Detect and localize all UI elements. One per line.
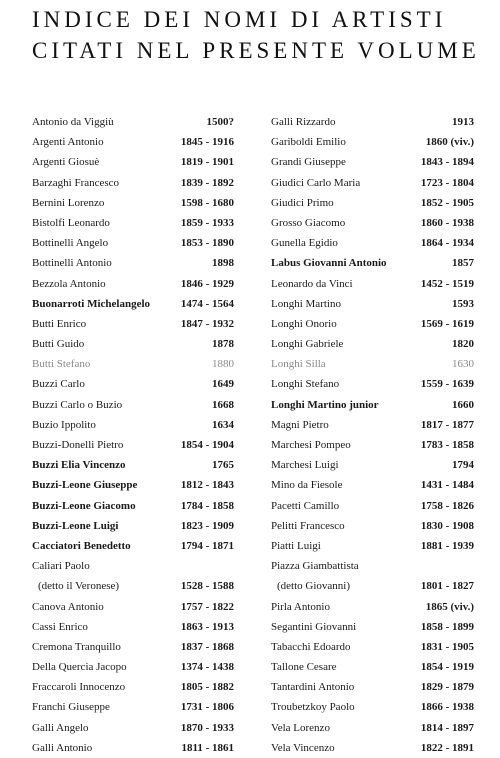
artist-name: Mino da Fiesole	[271, 479, 343, 492]
artist-dates: 1830 - 1908	[420, 519, 474, 532]
artist-name: Pirla Antonio	[271, 600, 330, 613]
artist-name: Bottinelli Angelo	[32, 237, 109, 250]
index-entry	[271, 193, 474, 213]
artist-name: Buzzi Carlo o Buzio	[32, 398, 123, 411]
title-line-1: INDICE DEI NOMI DI ARTISTI	[32, 7, 447, 32]
artist-name: Buonarroti Michelangelo	[32, 297, 151, 310]
index-entry	[32, 496, 234, 516]
artist-dates: 1854 - 1904	[180, 439, 234, 451]
index-entry	[32, 395, 234, 415]
artist-name: Longhi Onorio	[271, 317, 337, 330]
artist-dates: 1864 - 1934	[420, 237, 474, 250]
index-entry	[32, 597, 234, 617]
index-entry	[271, 455, 474, 475]
index-entry	[32, 677, 234, 697]
artist-name: Galli Angelo	[32, 721, 89, 734]
artist-name: Cremona Tranquillo	[32, 640, 121, 653]
index-entry	[271, 475, 474, 495]
index-entry	[32, 132, 234, 152]
index-entry	[32, 112, 234, 132]
artist-dates: 1500?	[206, 116, 234, 128]
artist-name: Butti Enrico	[32, 317, 87, 330]
index-entry	[271, 637, 474, 657]
artist-dates: 1649	[212, 378, 234, 391]
index-entry	[32, 314, 234, 334]
artist-name: Cassi Enrico	[32, 620, 88, 633]
index-entry	[271, 697, 474, 717]
artist-dates: 1668	[212, 398, 234, 411]
artist-name: Giudici Primo	[271, 196, 334, 209]
index-entry	[271, 738, 474, 758]
artist-name: Della Quercia Jacopo	[32, 661, 127, 674]
artist-dates: 1431 - 1484	[420, 479, 474, 492]
index-entry	[271, 496, 474, 516]
index-entry	[32, 455, 234, 475]
artist-dates: 1822 - 1891	[420, 741, 474, 754]
index-entry	[271, 213, 474, 233]
artist-dates: 1857	[452, 257, 474, 270]
artist-dates: 1881 - 1939	[420, 539, 474, 552]
index-entry	[32, 213, 234, 233]
index-entry	[271, 576, 474, 596]
index-entry	[32, 617, 234, 637]
artist-dates: 1817 - 1877	[420, 418, 474, 431]
artist-name: Cacciatori Benedetto	[32, 539, 131, 552]
artist-dates: 1593	[452, 297, 474, 310]
artist-dates: 1839 - 1892	[180, 176, 234, 189]
artist-name: Bernini Lorenzo	[32, 196, 105, 209]
artist-name: Caliari Paolo	[32, 560, 90, 573]
index-entry	[271, 536, 474, 556]
artist-name: Buzzi-Donelli Pietro	[32, 439, 124, 451]
artist-dates: 1794	[452, 459, 474, 472]
artist-dates: 1765	[212, 459, 234, 472]
index-entry	[32, 475, 234, 495]
index-entry	[32, 233, 234, 253]
artist-dates: 1805 - 1882	[180, 681, 234, 694]
artist-name: Leonardo da Vinci	[271, 277, 353, 290]
artist-name: Vela Vincenzo	[271, 741, 335, 754]
artist-name: Buzzi-Leone Giuseppe	[32, 479, 138, 492]
index-entry	[32, 697, 234, 717]
index-entry	[32, 294, 234, 314]
artist-name: Galli Rizzardo	[271, 116, 336, 128]
artist-name: Butti Stefano	[32, 358, 91, 371]
index-entry	[271, 617, 474, 637]
artist-dates: 1731 - 1806	[180, 701, 234, 714]
artist-name: (detto il Veronese)	[38, 580, 120, 593]
artist-dates: 1757 - 1822	[180, 600, 234, 613]
artist-name: Bezzola Antonio	[32, 277, 106, 290]
artist-name: Pacetti Camillo	[271, 499, 340, 512]
index-entry	[32, 374, 234, 394]
artist-name: Piazza Giambattista	[271, 560, 359, 573]
artist-dates: 1630	[452, 358, 474, 371]
index-entry	[271, 314, 474, 334]
index-entry	[271, 253, 474, 273]
artist-dates: 1820	[452, 338, 474, 351]
artist-dates: 1829 - 1879	[420, 681, 474, 694]
artist-name: Buzzi Carlo	[32, 378, 85, 391]
index-entry	[271, 173, 474, 193]
index-entry	[271, 597, 474, 617]
index-entry	[32, 253, 234, 273]
artist-dates: 1783 - 1858	[420, 439, 474, 451]
artist-dates: 1837 - 1868	[180, 640, 234, 653]
artist-name: Argenti Giosuè	[32, 156, 100, 169]
artist-name: Buzio Ippolito	[32, 418, 96, 431]
artist-name: Marchesi Luigi	[271, 459, 339, 472]
artist-dates: 1758 - 1826	[420, 499, 474, 512]
artist-dates: 1870 - 1933	[180, 721, 234, 734]
artist-name: Antonio da Viggiù	[32, 116, 114, 128]
artist-name: Tallone Cesare	[271, 661, 337, 674]
left-index-column	[32, 112, 234, 758]
index-entry	[271, 677, 474, 697]
artist-name: Canova Antonio	[32, 600, 104, 613]
artist-dates: 1801 - 1827	[420, 580, 474, 593]
artist-name: (detto Giovanni)	[277, 580, 351, 593]
artist-dates: 1858 - 1899	[420, 620, 474, 633]
artist-name: Tabacchi Edoardo	[271, 640, 351, 653]
artist-dates: 1854 - 1919	[420, 661, 474, 674]
artist-dates: 1843 - 1894	[420, 156, 474, 169]
index-entry	[32, 274, 234, 294]
artist-name: Buzzi-Leone Luigi	[32, 519, 119, 532]
artist-name: Fraccaroli Innocenzo	[32, 681, 126, 694]
index-entry	[32, 152, 234, 172]
index-entry	[32, 435, 234, 455]
artist-dates: 1528 - 1588	[180, 580, 234, 593]
artist-name: Barzaghi Francesco	[32, 176, 120, 189]
artist-name: Buzzi Elia Vincenzo	[32, 459, 126, 472]
artist-dates: 1831 - 1905	[420, 640, 474, 653]
index-entry	[271, 233, 474, 253]
index-entry	[271, 374, 474, 394]
index-entry	[32, 576, 234, 596]
index-entry	[32, 193, 234, 213]
artist-dates: 1865 (viv.)	[425, 600, 474, 613]
artist-dates: 1878	[212, 338, 234, 351]
artist-name: Gunella Egidio	[271, 237, 338, 250]
index-entry	[32, 637, 234, 657]
artist-name: Butti Guido	[32, 338, 85, 351]
index-entry	[32, 556, 234, 576]
artist-dates: 1452 - 1519	[420, 277, 474, 290]
artist-name: Tantardini Antonio	[271, 681, 355, 694]
artist-dates: 1559 - 1639	[420, 378, 474, 391]
index-entry	[32, 415, 234, 435]
artist-name: Gariboldi Emilio	[271, 136, 346, 149]
artist-name: Argenti Antonio	[32, 136, 104, 149]
artist-name: Giudici Carlo Maria	[271, 176, 361, 189]
artist-dates: 1845 - 1916	[180, 136, 234, 149]
page-title	[32, 4, 482, 66]
index-entry	[271, 334, 474, 354]
right-index-column	[271, 112, 474, 758]
index-entry	[271, 354, 474, 374]
artist-dates: 1860 (viv.)	[425, 136, 474, 149]
index-entry	[271, 112, 474, 132]
index-entry	[32, 536, 234, 556]
artist-dates: 1598 - 1680	[180, 196, 234, 209]
index-entry	[32, 657, 234, 677]
index-entry	[271, 435, 474, 455]
artist-dates: 1474 - 1564	[180, 297, 234, 310]
artist-dates: 1794 - 1871	[180, 539, 234, 552]
artist-dates: 1853 - 1890	[180, 237, 234, 250]
index-entry	[271, 415, 474, 435]
artist-name: Longhi Martino junior	[271, 398, 379, 411]
artist-name: Marchesi Pompeo	[271, 439, 351, 451]
artist-dates: 1852 - 1905	[420, 196, 474, 209]
artist-name: Grandi Giuseppe	[271, 156, 346, 169]
index-entry	[271, 516, 474, 536]
artist-dates: 1812 - 1843	[180, 479, 234, 492]
index-entry	[32, 173, 234, 193]
index-entry	[271, 395, 474, 415]
artist-dates: 1811 - 1861	[181, 741, 234, 754]
index-entry	[32, 738, 234, 758]
index-entry	[271, 294, 474, 314]
artist-name: Troubetzkoy Paolo	[271, 701, 355, 714]
index-entry	[271, 556, 474, 576]
artist-dates: 1846 - 1929	[180, 277, 234, 290]
index-entry	[271, 152, 474, 172]
artist-name: Longhi Silla	[271, 358, 326, 371]
artist-name: Bottinelli Antonio	[32, 257, 112, 270]
artist-name: Grosso Giacomo	[271, 216, 346, 229]
artist-dates: 1860 - 1938	[420, 216, 474, 229]
artist-dates: 1634	[212, 418, 234, 431]
artist-dates: 1823 - 1909	[180, 519, 234, 532]
artist-name: Galli Antonio	[32, 741, 93, 754]
artist-dates: 1660	[452, 398, 474, 411]
index-entry	[32, 354, 234, 374]
index-entry	[32, 718, 234, 738]
artist-name: Vela Lorenzo	[271, 721, 330, 734]
index-entry	[271, 132, 474, 152]
artist-name: Labus Giovanni Antonio	[271, 257, 387, 270]
index-entry	[32, 334, 234, 354]
artist-name: Buzzi-Leone Giacomo	[32, 499, 136, 512]
artist-name: Longhi Stefano	[271, 378, 340, 391]
index-entry	[32, 516, 234, 536]
artist-name: Longhi Martino	[271, 297, 341, 310]
artist-name: Longhi Gabriele	[271, 338, 344, 351]
artist-dates: 1819 - 1901	[180, 156, 234, 169]
index-entry	[271, 718, 474, 738]
artist-name: Piatti Luigi	[271, 539, 321, 552]
title-line-2: CITATI NEL PRESENTE VOLUME	[32, 38, 480, 63]
artist-dates: 1913	[452, 116, 474, 128]
artist-dates: 1898	[212, 257, 234, 270]
artist-name: Bistolfi Leonardo	[32, 216, 110, 229]
artist-name: Franchi Giuseppe	[32, 701, 110, 714]
index-entry	[271, 657, 474, 677]
artist-dates: 1814 - 1897	[420, 721, 474, 734]
artist-name: Magni Pietro	[271, 418, 329, 431]
artist-dates: 1859 - 1933	[180, 216, 234, 229]
artist-name: Segantini Giovanni	[271, 620, 357, 633]
artist-dates: 1784 - 1858	[180, 499, 234, 512]
artist-dates: 1723 - 1804	[420, 176, 474, 189]
artist-dates: 1866 - 1938	[420, 701, 474, 714]
artist-dates: 1569 - 1619	[420, 317, 474, 330]
artist-dates: 1863 - 1913	[180, 620, 234, 633]
artist-name: Pelitti Francesco	[271, 519, 345, 532]
artist-dates: 1847 - 1932	[180, 317, 234, 330]
artist-dates: 1880	[212, 358, 234, 371]
artist-dates: 1374 - 1438	[180, 661, 234, 674]
index-entry	[271, 274, 474, 294]
